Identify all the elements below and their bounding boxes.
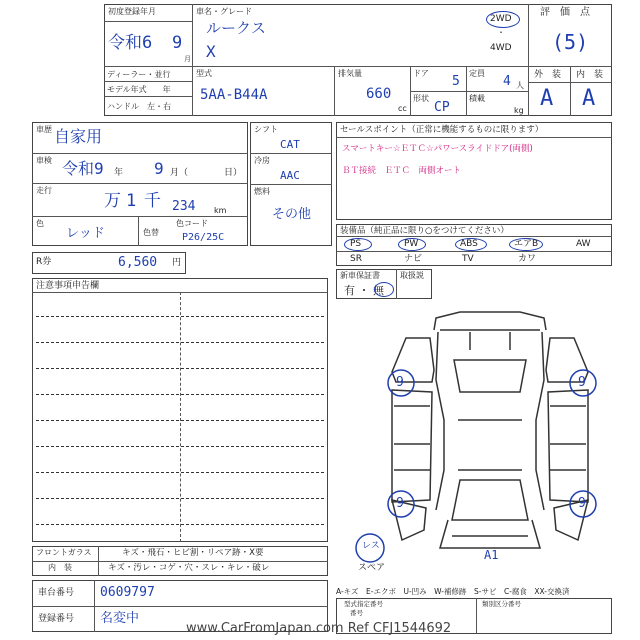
sales-points-line1: スマートキー☆ＥＴＣ☆パワースライドドア(両側) <box>342 144 533 154</box>
damage-mark-a1: A1 <box>484 548 499 562</box>
recycle-value: 6,560 <box>118 255 158 270</box>
spare-mark: レス <box>362 541 380 551</box>
inspection-day-unit: 日） <box>224 168 243 178</box>
door-label: ドア <box>413 69 429 78</box>
fuel-label: 燃料 <box>254 187 270 196</box>
exterior-grade: A <box>540 86 554 111</box>
color-no-label: 色替 <box>143 228 159 237</box>
drive-2wd: 2WD <box>490 14 512 24</box>
model-spec-label: 型式指定番号 <box>344 600 383 608</box>
color-code: P26/25C <box>182 232 225 243</box>
interior-grade: A <box>582 86 596 111</box>
tire-mark-rear-left: 9 <box>396 496 404 511</box>
mileage-unit: km <box>214 206 227 215</box>
load-unit: kg <box>514 106 524 115</box>
reg-no-label: 登録番号 <box>38 614 75 624</box>
color-label: 色 <box>36 219 44 228</box>
class-label: 類別区分番号 <box>482 600 521 608</box>
equip-pw: PW <box>404 239 419 249</box>
interior-footer-label: 内 装 <box>48 563 72 572</box>
car-grade: X <box>206 42 216 61</box>
tire-mark-front-left: 9 <box>396 375 404 390</box>
equip-airbag: エアB <box>514 239 539 249</box>
tire-mark-front-right: 9 <box>578 375 586 390</box>
shift-value: CAT <box>280 138 300 151</box>
dealer-label: ディーラー・並行 <box>107 70 171 79</box>
displacement-unit: cc <box>398 104 407 113</box>
sales-points-line2: ＢＴ接続 ＥＴＣ 両側オート <box>342 166 462 176</box>
shape: CP <box>434 100 450 115</box>
equip-leather: カワ <box>518 254 537 264</box>
interior-footer-text: キズ・汚レ・コゲ・穴・スレ・キレ・破レ <box>108 563 270 573</box>
chassis-number: 0609797 <box>100 585 155 600</box>
tire-mark-rear-right: 9 <box>578 496 586 511</box>
reg-era: 令和6 <box>108 33 153 53</box>
aircon-label: 冷房 <box>254 156 270 165</box>
shift-label: シフト <box>254 125 278 134</box>
equip-sr: SR <box>350 254 362 264</box>
equipment-label: 装備品（純正品に限り○をつけてください） <box>340 226 509 236</box>
displacement: 660 <box>366 86 392 102</box>
warranty-label: 新車保証書 <box>340 271 380 280</box>
capacity-unit: 人 <box>516 81 524 90</box>
score-label: 評 価 点 <box>540 7 590 18</box>
notes-label: 注意事項申告欄 <box>36 281 100 291</box>
carname-label: 車名・グレード <box>196 7 252 16</box>
type-label: 車歴 <box>36 125 52 134</box>
recycle-label: R券 <box>36 257 52 267</box>
mileage-sen: 千 <box>144 191 161 211</box>
drive-4wd: 4WD <box>490 43 512 53</box>
recycle-unit: 円 <box>172 258 182 268</box>
reg-number: 名変中 <box>100 611 140 626</box>
color-code-label: 色コード <box>176 219 208 228</box>
model-type-label: 型式 <box>196 69 212 78</box>
chassis-label: 車台番号 <box>38 588 75 598</box>
score-value: (5) <box>552 30 589 54</box>
mileage-rest: 234 <box>172 199 196 214</box>
handle-label: ハンドル 左・右 <box>107 102 171 111</box>
inspection-label: 車検 <box>36 156 52 165</box>
doors: 5 <box>452 74 460 89</box>
displacement-label: 排気量 <box>338 69 362 78</box>
car-name: ルークス <box>206 19 266 37</box>
equip-aw: AW <box>576 239 591 249</box>
damage-legend: A-キズ E-エクボ U-凹み W-補修跡 S-サビ C-腐食 XX-交換済 <box>336 587 570 596</box>
model-year-label: モデル年式 年 <box>107 85 171 94</box>
inspection-month: 9 <box>154 159 164 178</box>
windshield-text: キズ・飛石・ヒビ割・リペア跡・X要 <box>122 548 264 558</box>
inspection-month-unit: 月（ <box>170 168 189 178</box>
equip-tv: TV <box>462 254 474 264</box>
spare-label: スペア <box>358 563 386 573</box>
interior-label: 内 装 <box>576 70 604 80</box>
drive-sep: ・ <box>497 28 505 37</box>
reg-month: 9 <box>172 33 183 53</box>
shape-label: 形状 <box>413 94 429 103</box>
inspection-year-unit: 年 <box>114 168 124 178</box>
mileage-1: 1 <box>126 191 137 211</box>
exterior-label: 外 装 <box>534 70 562 80</box>
load-label: 積載 <box>469 94 485 103</box>
capacity: 4 <box>503 74 511 89</box>
fuel-value: その他 <box>272 207 312 222</box>
mileage-man: 万 <box>104 191 121 211</box>
model-remark-label: 番号 <box>350 609 363 617</box>
model-type: 5AA-B44A <box>200 87 268 103</box>
sales-points-label: セールスポイント（正常に機能するものに限ります） <box>340 125 544 135</box>
windshield-label: フロントガラス <box>36 548 92 557</box>
equip-navi: ナビ <box>404 254 423 264</box>
color-value: レッド <box>66 226 105 241</box>
mileage-label: 走行 <box>36 186 52 195</box>
equip-abs: ABS <box>460 239 478 249</box>
reg-date-label: 初度登録年月 <box>108 7 156 16</box>
capacity-label: 定員 <box>469 69 485 78</box>
aircon-value: AAC <box>280 169 300 182</box>
use-type: 自家用 <box>54 127 103 146</box>
manual-label: 取扱説 <box>400 271 424 280</box>
warranty-value: 有 ・ 無 <box>344 284 384 297</box>
equip-ps: PS <box>350 239 362 249</box>
reg-month-unit: 月 <box>184 55 191 63</box>
watermark: www.CarFromJapan.com Ref CFJ1544692 <box>186 621 452 636</box>
inspection-era: 令和9 <box>62 159 104 178</box>
